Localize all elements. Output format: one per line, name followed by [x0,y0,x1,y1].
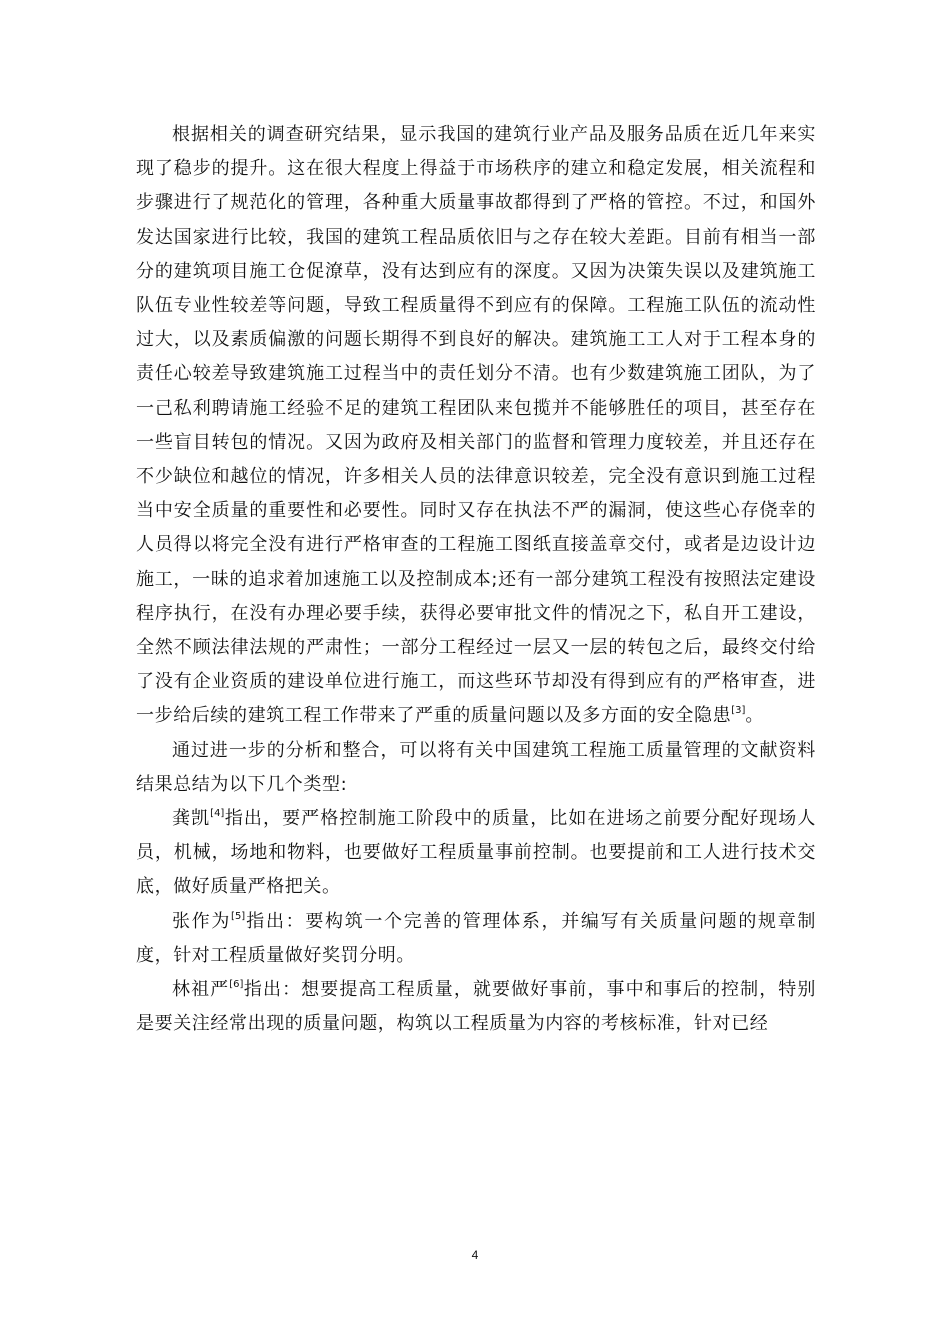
citation-ref: [6] [229,979,244,991]
paragraph-tail: 。 [745,705,764,727]
author-name: 林祖严 [172,979,230,1001]
paragraph-text: 通过进一步的分析和整合，可以将有关中国建筑工程施工质量管理的文献资料结果总结为以下几个类型: [136,739,816,795]
paragraph-literature-summary [136,734,816,802]
paragraph-text: 指出：要构筑一个完善的管理体系，并编写有关质量问题的规章制度，针对工程质量做好奖罚分明。 [136,910,816,966]
author-name: 龚凯 [172,808,211,830]
paragraph-gong-kai [136,802,816,905]
paragraph-quality-status [136,118,816,734]
page-number: 4 [471,1248,479,1262]
paragraph-lin-zuyan [136,973,816,1041]
paragraph-text: 指出：想要提高工程质量，就要做好事前，事中和事后的控制，特别是要关注经常出现的质量问题，构筑以工程质量为内容的考核标准，针对已经 [136,979,816,1035]
citation-ref: [4] [210,808,225,820]
author-name: 张作为 [172,910,232,932]
paragraph-zhang-zuowei [136,905,816,973]
document-body [136,118,816,1041]
paragraph-text: 指出，要严格控制施工阶段中的质量，比如在进场之前要分配好现场人员，机械，场地和物料，也要做好工程质量事前控制。也要提前和工人进行技术交底，做好质量严格把关。 [136,808,816,898]
paragraph-text: 根据相关的调查研究结果，显示我国的建筑行业产品及服务品质在近几年来实现了稳步的提升。这在很大程度上得益于市场秩序的建立和稳定发展，相关流程和步骤进行了规范化的管理，各种重大质量事故都得到了严格的管控。不过，和国外发达国家进行比较，我国的建筑工程品质依旧与之存在较大差距。目前有相当一部分的建筑项目施工仓促潦草，没有达到应有的深度。又因为决策失误以及建筑施工队伍专业性较差等问题，导致工程质量得不到应有的保障。工程施工队伍的流动性过大，以及素质偏激的问题长期得不到良好的解决。建筑施工工人对于工程本身的责任心较差导致建筑施工过程当中的责任划分不清。也有少数建筑施工团队，为了一己私利聘请施工经验不足的建筑工程团队来包揽并不能够胜任的项目，甚至存在一些盲目转包的情况。又因为政府及相关部门的监督和管理力度较差，并且还存在不少缺位和越位的情况，许多相关人员的法律意识较差，完全没有意识到施工过程当中安全质量的重要性和必要性。同时又存在执法不严的漏洞，使这些心存侥幸的人员得以将完全没有进行严格审查的工程施工图纸直接盖章交付，或者是边设计边施工，一昧的追求着加速施工以及控制成本;还有一部分建筑工程没有按照法定建设程序执行，在没有办理必要手续，获得必要审批文件的情况之下，私自开工建设，全然不顾法律法规的严肃性；一部分工程经过一层又一层的转包之后，最终交付给了没有企业资质的建设单位进行施工，而这些环节却没有得到应有的严格审查，进一步给后续的建筑工程工作带来了严重的质量问题以及多方面的安全隐患 [136,124,816,727]
citation-ref: [3] [731,705,746,717]
citation-ref: [5] [231,910,246,922]
